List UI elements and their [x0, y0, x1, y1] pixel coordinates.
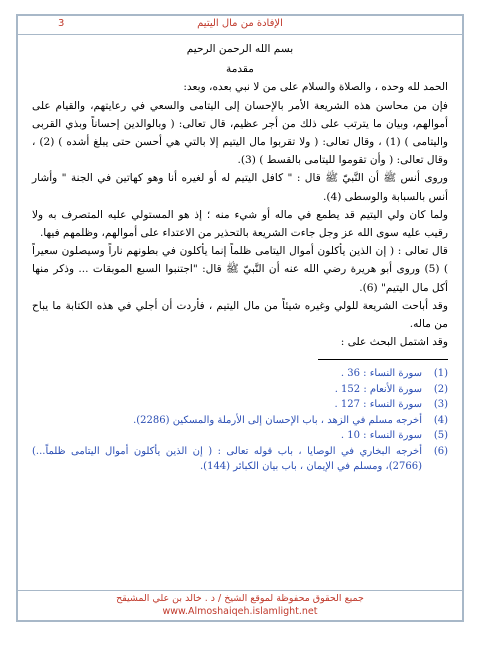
- footnote-number: (6): [433, 445, 448, 457]
- footnote-number: (4): [433, 414, 448, 426]
- basmala: بسم الله الرحمن الرحيم: [186, 43, 294, 55]
- footnote: [32, 366, 448, 382]
- footnote: [32, 444, 448, 475]
- paragraph: وقد أباحت الشريعة للولي وغيره شيئاً من مال اليتيم ، فأردت أن أجلي في هذه الكتابة ما يباح من ماله.: [32, 299, 448, 331]
- footnote-separator: [318, 359, 448, 360]
- paragraph: وروى أنس ﷺ أن النَّبيّ ﷺ قال : " كافل اليتيم له أو لغيره أنا وهو كهاتين في الجنة " وأشار أنس بالسبابة والوسطى (4).: [32, 172, 448, 203]
- page-footer: [18, 590, 462, 620]
- footnote: [32, 428, 448, 444]
- footnote-number: (1): [433, 368, 448, 380]
- book-title: الإفادة من مال اليتيم: [197, 18, 283, 29]
- paragraph: ولما كان ولي اليتيم قد يطمع في ماله أو شيء منه ؛ إذ هو المستولي عليه المتصرف به ولا رقيب عليه سوى الله عز وجل جاءت الشريعة بالتحذير من الاعتداء على أموالهم، وظلمهم فيها.: [32, 208, 448, 240]
- footnote: [32, 382, 448, 398]
- footnote-text: سورة النساء : 10 .: [340, 430, 422, 442]
- paragraph: قال تعالى : ( إن الذين يأكلون أموال اليتامى ظلماً إنما يأكلون في بطونهم ناراً وسيصلون سعيراً ) (5) وروى أبو هريرة رضي الله عنه أن النَّبيّ ﷺ قال: "اجتنبوا السبع الموبقات ... وذكر منها أكل مال اليتيم" (6).: [32, 245, 449, 294]
- footnote-text: أخرجه مسلم في الزهد ، باب الإحسان إلى الأرملة والمسكين (2286).: [133, 414, 422, 426]
- footnotes: [32, 366, 448, 475]
- document-page: [16, 14, 464, 622]
- footnote-text: أخرجه البخاري في الوصايا ، باب قوله تعالى : ( إن الذين يأكلون أموال اليتامى ظلماً...) (2766)، ومسلم في الإيمان ، باب بيان الكبائر (144).: [32, 445, 422, 473]
- copyright-notice: جميع الحقوق محفوظة لموقع الشيخ / د . خالد بن علي المشيقح: [116, 593, 364, 604]
- footnote-number: (5): [433, 430, 448, 442]
- website-link[interactable]: www.Almoshaiqeh.islamlight.net: [162, 606, 318, 617]
- footnote-text: سورة الأنعام : 152 .: [334, 383, 422, 395]
- footnote: [32, 413, 448, 429]
- section-title: مقدمة: [226, 63, 254, 76]
- paragraph: وقد اشتمل البحث على :: [340, 336, 448, 349]
- page-number: 3: [58, 18, 65, 29]
- paragraph: فإن من محاسن هذه الشريعة الأمر بالإحسان إلى اليتامى والسعي في رعايتهم، والقيام على أموالهم، وبيان ما يترتب على ذلك من أجر عظيم، قال تعالى: ( وبالوالدين إحساناً وبذي القربى واليتامى ) (1) ، وقال تعالى: ( ولا تقربوا مال اليتيم إلا بالتي هي أحسن حتى يبلغ أشده ) (2) ، وقال تعالى: ( وأن تقوموا لليتامى بالقسط ) (3).: [32, 99, 449, 167]
- footnote-text: سورة النساء : 36 .: [340, 368, 422, 380]
- footnote-text: سورة النساء : 127 .: [334, 399, 422, 411]
- page-content: [32, 36, 448, 475]
- page-header: [18, 16, 462, 35]
- footnote-number: (2): [433, 383, 448, 395]
- footnote: [32, 397, 448, 413]
- footnote-number: (3): [433, 399, 448, 411]
- paragraph: الحمد لله وحده ، والصلاة والسلام على من لا نبي بعده، وبعد:: [183, 81, 448, 94]
